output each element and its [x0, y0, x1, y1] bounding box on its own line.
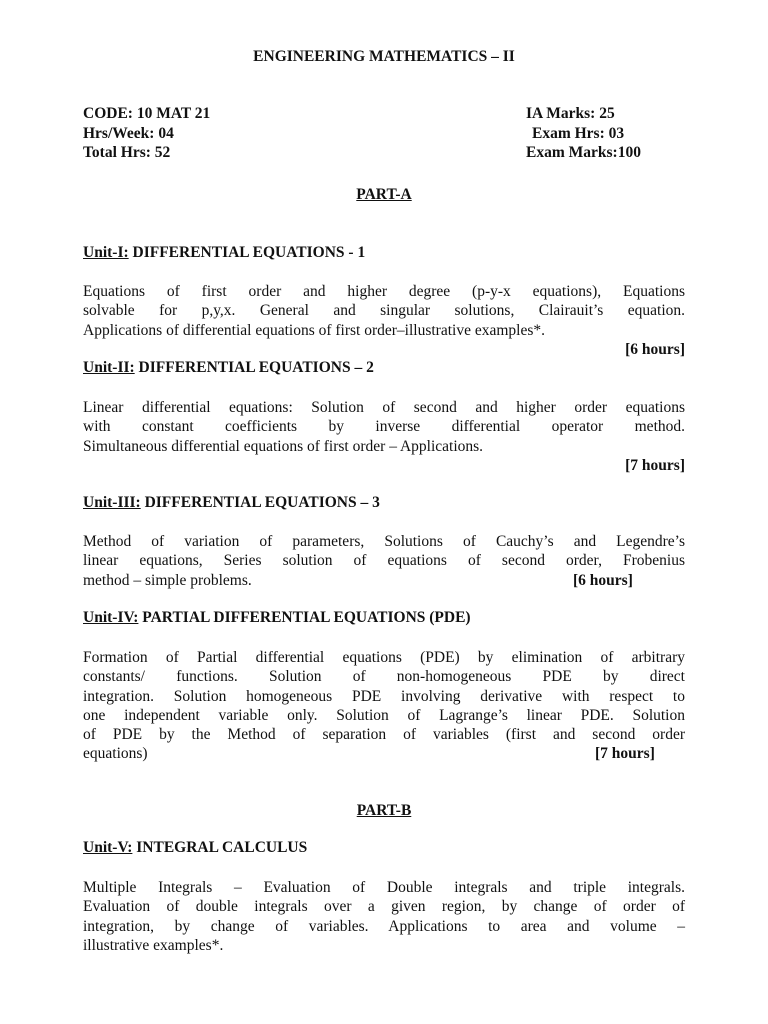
unit-2-description [83, 398, 685, 475]
unit-2-line: Linear differential equations: Solution of second and higher order equations [83, 399, 685, 416]
unit-4-label: Unit-IV: [83, 609, 139, 626]
unit-3-line: method – simple problems. [83, 571, 252, 589]
unit-2-label: Unit-II: [83, 359, 135, 376]
unit-4-title: PARTIAL DIFFERENTIAL EQUATIONS (PDE) [138, 609, 471, 626]
unit-4-heading [83, 609, 471, 627]
unit-3-last-row [83, 571, 685, 590]
part-b-heading: PART-B [356, 802, 412, 819]
unit-5-label: Unit-V: [83, 839, 133, 856]
part-a-heading: PART-A [356, 186, 412, 203]
unit-4-line: one independent variable only. Solution of Lagrange’s linear PDE. Solution [83, 706, 685, 724]
unit-1-heading [83, 244, 365, 262]
unit-1-line: solvable for p,y,x. General and singular solutions, Clairauit’s equation. [83, 302, 685, 320]
unit-5-line: Evaluation of double integrals over a given region, by change of order of [83, 898, 685, 916]
unit-4-line: constants/ functions. Solution of non-homogeneous PDE by direct [83, 668, 685, 686]
unit-3-label: Unit-III: [83, 494, 141, 511]
unit-5-heading [83, 839, 307, 857]
unit-5-description [83, 878, 685, 955]
unit-4-last-row [83, 744, 685, 763]
unit-1-line: Equations of first order and higher degree (p-y-x equations), Equations [83, 283, 685, 300]
unit-4-description [83, 648, 685, 764]
unit-5-title: INTEGRAL CALCULUS [132, 839, 308, 856]
unit-2-hours: [7 hours] [625, 456, 685, 474]
unit-4-hours: [7 hours] [595, 745, 655, 763]
course-code: CODE: 10 MAT 21 [83, 105, 211, 122]
unit-3-hours: [6 hours] [573, 571, 633, 589]
unit-4-line: Formation of Partial differential equations (PDE) by elimination of arbitrary [83, 649, 685, 666]
unit-4-line: integration. Solution homogeneous PDE involving derivative with respect to [83, 687, 685, 705]
unit-3-description [83, 532, 685, 590]
unit-3-heading [83, 494, 380, 512]
unit-4-line: equations) [83, 745, 148, 763]
unit-1-line: Applications of differential equations of first order–illustrative examples*. [83, 321, 546, 339]
document-title: ENGINEERING MATHEMATICS – II [253, 48, 515, 65]
unit-1-title: DIFFERENTIAL EQUATIONS - 1 [128, 244, 366, 261]
unit-1-label: Unit-I: [83, 244, 129, 261]
unit-1-hours: [6 hours] [625, 340, 685, 358]
exam-hours: Exam Hrs: 03 [532, 124, 625, 142]
unit-2-heading [83, 359, 374, 377]
unit-4-line: of PDE by the Method of separation of variables (first and second order [83, 726, 685, 744]
unit-5-line: illustrative examples*. [83, 936, 224, 954]
unit-2-line: Simultaneous differential equations of first order – Applications. [83, 437, 484, 455]
unit-3-line: linear equations, Series solution of equations of second order, Frobenius [83, 552, 685, 570]
unit-3-line: Method of variation of parameters, Solutions of Cauchy’s and Legendre’s [83, 533, 685, 550]
unit-2-line: with constant coefficients by inverse differential operator method. [83, 418, 685, 436]
unit-5-line: integration, by change of variables. Applications to area and volume – [83, 917, 685, 935]
exam-marks: Exam Marks:100 [526, 144, 641, 161]
unit-5-line: Multiple Integrals – Evaluation of Double integrals and triple integrals. [83, 879, 685, 896]
hours-per-week: Hrs/Week: 04 [83, 124, 174, 142]
unit-2-title: DIFFERENTIAL EQUATIONS – 2 [134, 359, 374, 376]
total-hours: Total Hrs: 52 [83, 144, 171, 161]
ia-marks: IA Marks: 25 [526, 105, 615, 122]
course-info-right [526, 104, 641, 163]
unit-1-description [83, 282, 685, 359]
course-info-left [83, 104, 210, 163]
unit-3-title: DIFFERENTIAL EQUATIONS – 3 [140, 494, 380, 511]
